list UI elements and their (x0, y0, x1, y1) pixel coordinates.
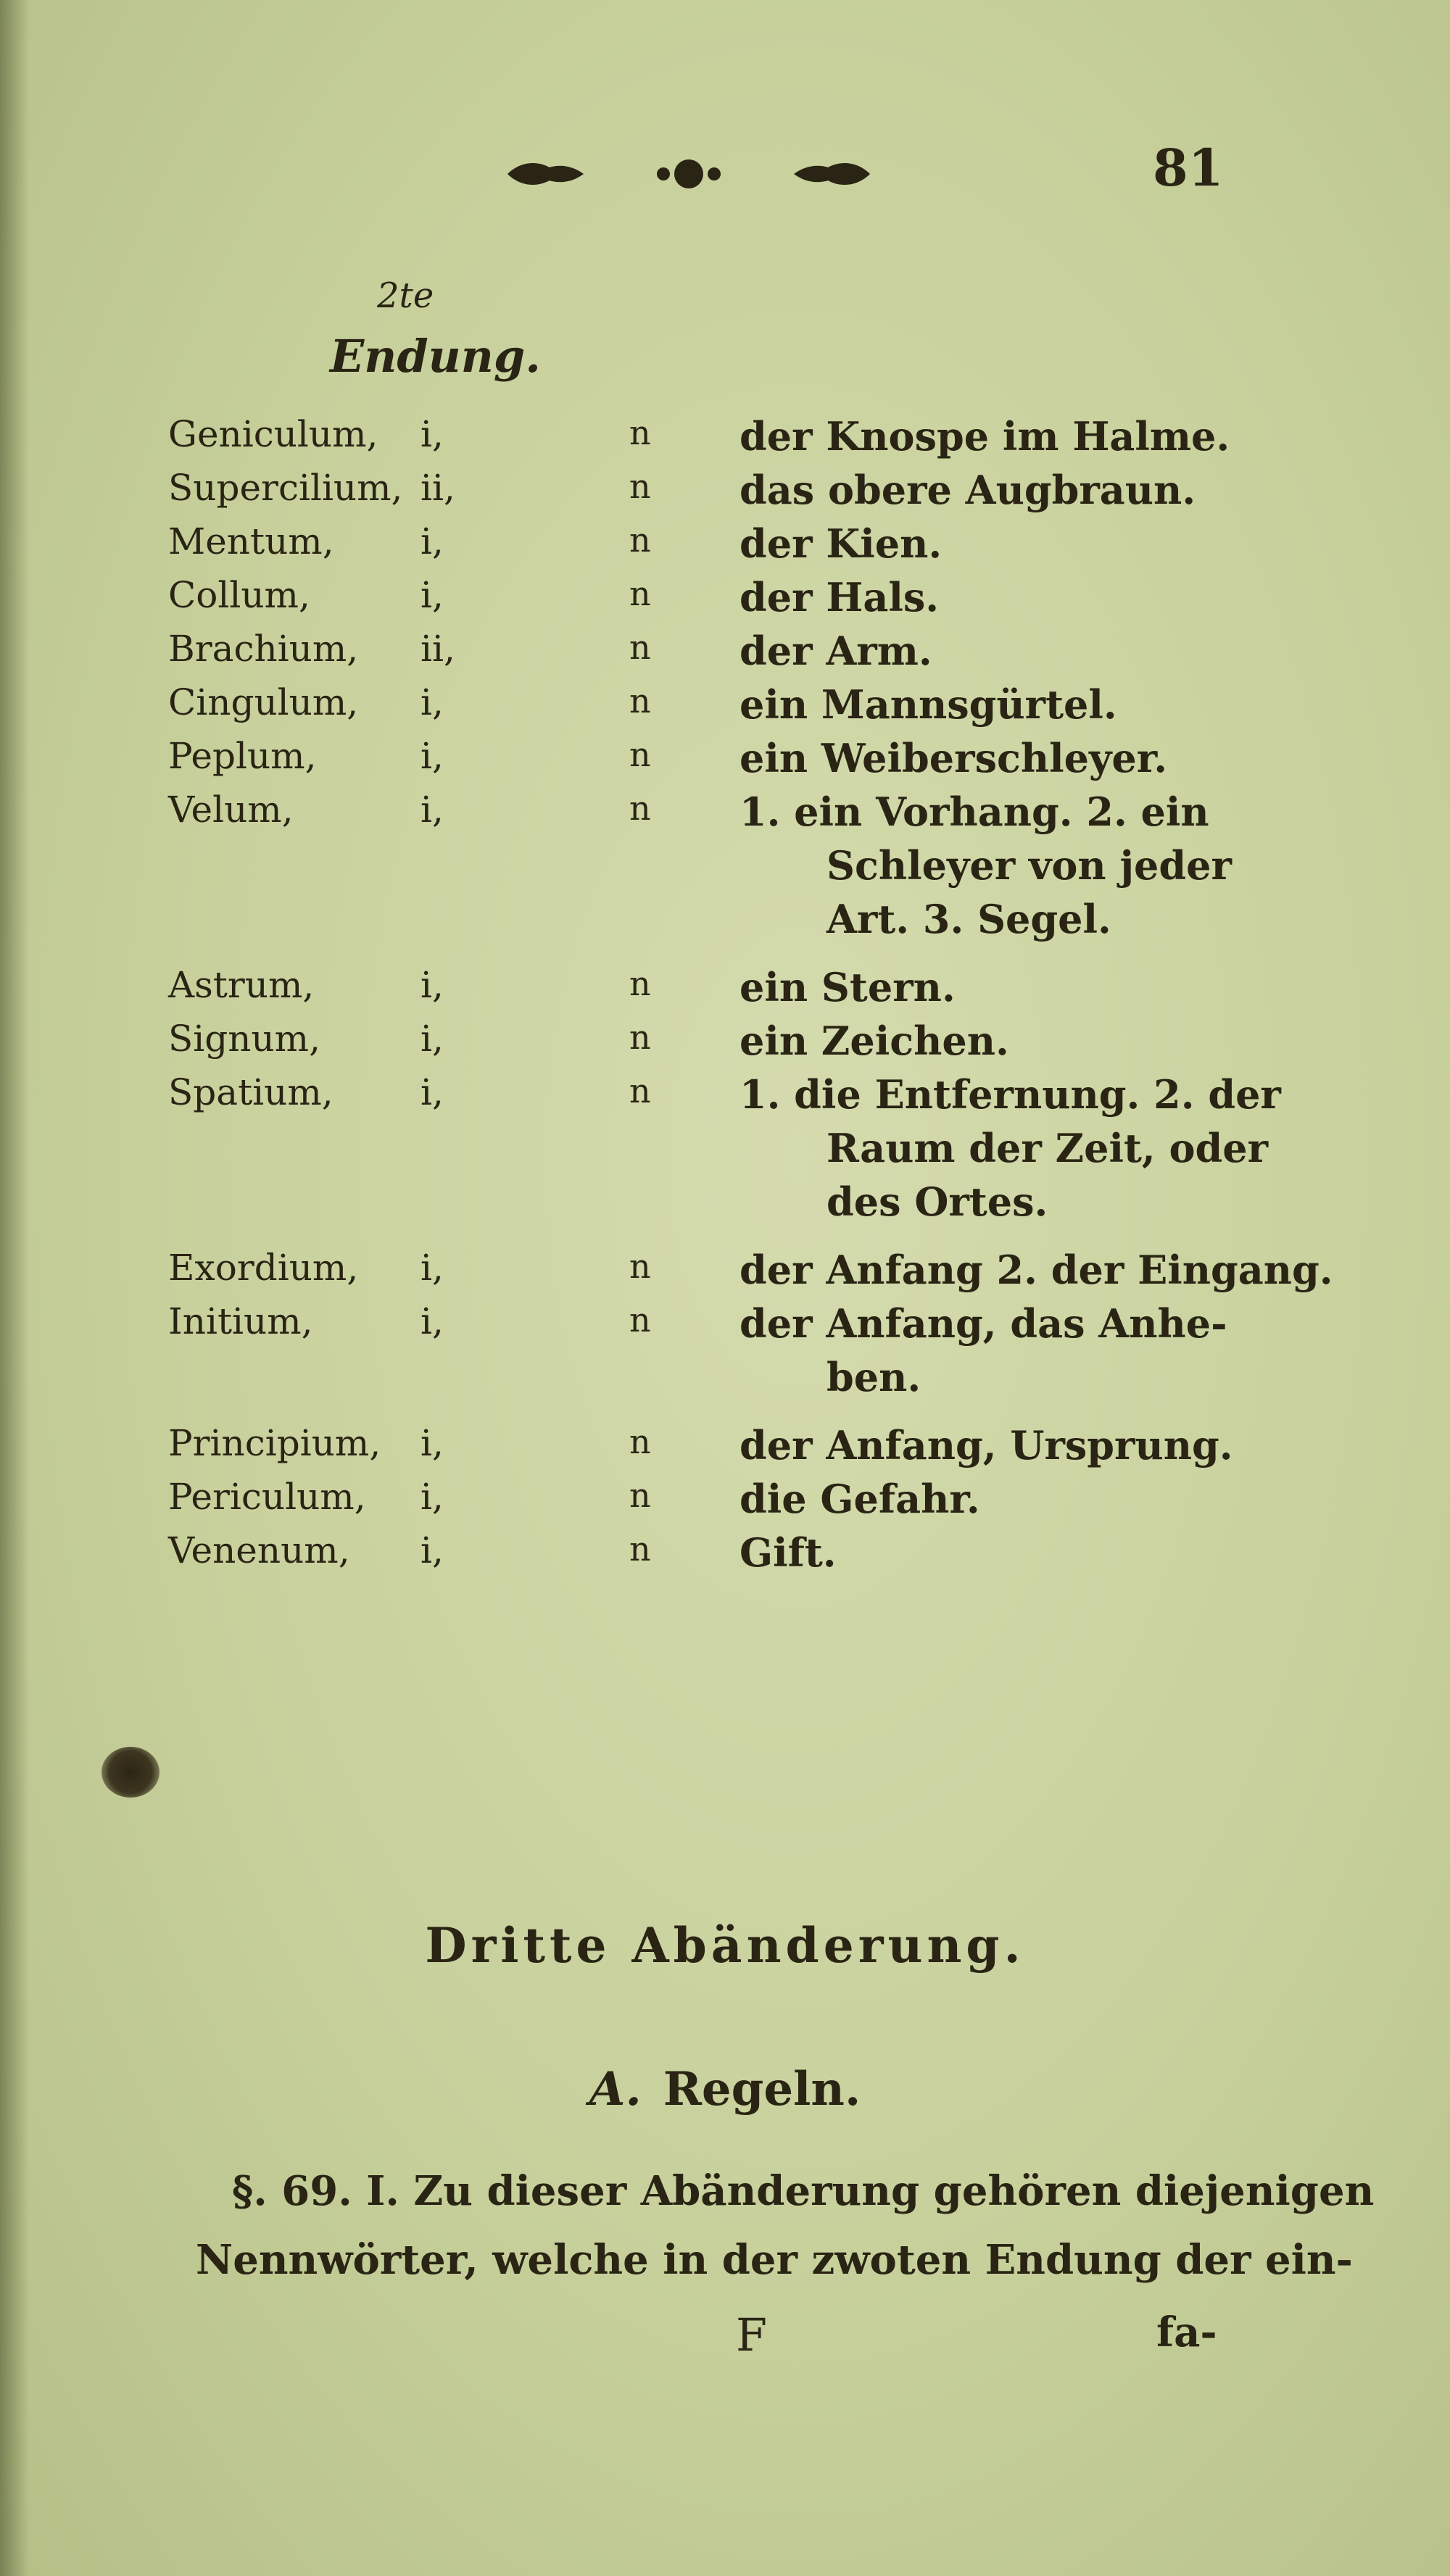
vocabulary-entry (0, 574, 1450, 632)
gender-mark: n (629, 789, 651, 828)
vocabulary-entry (0, 1071, 1450, 1225)
german-meaning: die Gefahr. (740, 1476, 980, 1522)
genitive-ending: ii, (420, 628, 455, 670)
german-meaning: ein Zeichen. (740, 1018, 1009, 1064)
gender-mark: n (629, 520, 651, 560)
latin-word: Peplum, (168, 735, 317, 777)
latin-word: Astrum, (168, 964, 315, 1006)
latin-word: Periculum, (168, 1476, 366, 1518)
genitive-ending: i, (420, 1422, 444, 1464)
latin-word: Collum, (168, 574, 310, 616)
german-meaning-continuation: Schleyer von jeder (826, 842, 1232, 889)
german-meaning: ein Mannsgürtel. (740, 681, 1117, 728)
vocabulary-entry (0, 1300, 1450, 1400)
genitive-ending: i, (420, 1529, 444, 1571)
gender-mark: n (629, 1476, 651, 1515)
gender-mark: n (629, 681, 651, 720)
subsection-heading (0, 2062, 1450, 2116)
latin-word: Spatium, (168, 1071, 334, 1113)
gender-mark: n (629, 1071, 651, 1110)
german-meaning-continuation: des Ortes. (826, 1179, 1048, 1225)
vocabulary-entry (0, 467, 1450, 525)
gender-mark: n (629, 574, 651, 613)
gender-mark: n (629, 1422, 651, 1461)
german-meaning: 1. ein Vorhang. 2. ein (740, 789, 1209, 835)
case-number-label: 2te (377, 275, 434, 316)
genitive-ending: i, (420, 1071, 444, 1113)
german-meaning: der Anfang, das Anhe- (740, 1300, 1227, 1347)
subsection-title: Regeln. (663, 2062, 861, 2116)
subsection-letter: A. (589, 2062, 642, 2116)
vocabulary-entry (0, 1422, 1450, 1480)
vocabulary-entry (0, 1476, 1450, 1534)
german-meaning: der Anfang, Ursprung. (740, 1422, 1233, 1468)
gender-mark: n (629, 467, 651, 506)
gender-mark: n (629, 1247, 651, 1286)
german-meaning: ein Stern. (740, 964, 956, 1010)
ink-blot (102, 1747, 160, 1798)
case-heading: Endung. (330, 330, 541, 383)
genitive-ending: i, (420, 574, 444, 616)
german-meaning: das obere Augbraun. (740, 467, 1196, 513)
gender-mark: n (629, 1529, 651, 1569)
genitive-ending: i, (420, 964, 444, 1006)
gender-mark: n (629, 628, 651, 667)
german-meaning: ein Weiberschleyer. (740, 735, 1168, 781)
latin-word: Geniculum, (168, 413, 378, 455)
vocabulary-entry (0, 789, 1450, 942)
vocabulary-entry (0, 1529, 1450, 1587)
vocabulary-entry (0, 413, 1450, 471)
paragraph-line: Nennwörter, welche in der zwoten Endung der ein- (196, 2236, 1353, 2284)
latin-word: Exordium, (168, 1247, 359, 1289)
german-meaning: der Anfang 2. der Eingang. (740, 1247, 1333, 1293)
gender-mark: n (629, 1018, 651, 1057)
page-number: 81 (1153, 138, 1224, 198)
genitive-ending: i, (420, 789, 444, 831)
genitive-ending: i, (420, 681, 444, 723)
latin-word: Cingulum, (168, 681, 359, 723)
signature-mark: F (736, 2309, 768, 2361)
vocabulary-entry (0, 735, 1450, 793)
header-ornament (493, 149, 884, 199)
section-title: Dritte Abänderung. (425, 1917, 1025, 1974)
gender-mark: n (629, 735, 651, 774)
gender-mark: n (629, 964, 651, 1003)
genitive-ending: i, (420, 1247, 444, 1289)
latin-word: Signum, (168, 1018, 320, 1060)
vocabulary-entry (0, 520, 1450, 578)
genitive-ending: i, (420, 1476, 444, 1518)
german-meaning: der Kien. (740, 520, 942, 567)
gender-mark: n (629, 1300, 651, 1339)
german-meaning-continuation: Art. 3. Segel. (826, 896, 1111, 942)
vocabulary-entry (0, 681, 1450, 739)
latin-word: Supercilium, (168, 467, 403, 509)
genitive-ending: i, (420, 1300, 444, 1342)
latin-word: Brachium, (168, 628, 359, 670)
genitive-ending: i, (420, 1018, 444, 1060)
german-meaning: Gift. (740, 1529, 837, 1576)
latin-word: Initium, (168, 1300, 313, 1342)
gender-mark: n (629, 413, 651, 452)
german-meaning: 1. die Entfernung. 2. der (740, 1071, 1281, 1118)
latin-word: Mentum, (168, 520, 334, 562)
german-meaning: der Hals. (740, 574, 940, 620)
latin-word: Principium, (168, 1422, 381, 1464)
paragraph-line: §. 69. I. Zu dieser Abänderung gehören diejenigen (232, 2167, 1375, 2215)
latin-word: Venenum, (168, 1529, 350, 1571)
catchword: fa- (1156, 2309, 1217, 2356)
vocabulary-entry (0, 964, 1450, 1022)
genitive-ending: i, (420, 735, 444, 777)
vocabulary-entry (0, 1018, 1450, 1076)
vocabulary-entry (0, 1247, 1450, 1305)
latin-word: Velum, (168, 789, 294, 831)
genitive-ending: ii, (420, 467, 455, 509)
genitive-ending: i, (420, 520, 444, 562)
genitive-ending: i, (420, 413, 444, 455)
german-meaning-continuation: Raum der Zeit, oder (826, 1125, 1269, 1171)
german-meaning: der Arm. (740, 628, 932, 674)
vocabulary-entry (0, 628, 1450, 686)
german-meaning: der Knospe im Halme. (740, 413, 1230, 460)
german-meaning-continuation: ben. (826, 1354, 921, 1400)
